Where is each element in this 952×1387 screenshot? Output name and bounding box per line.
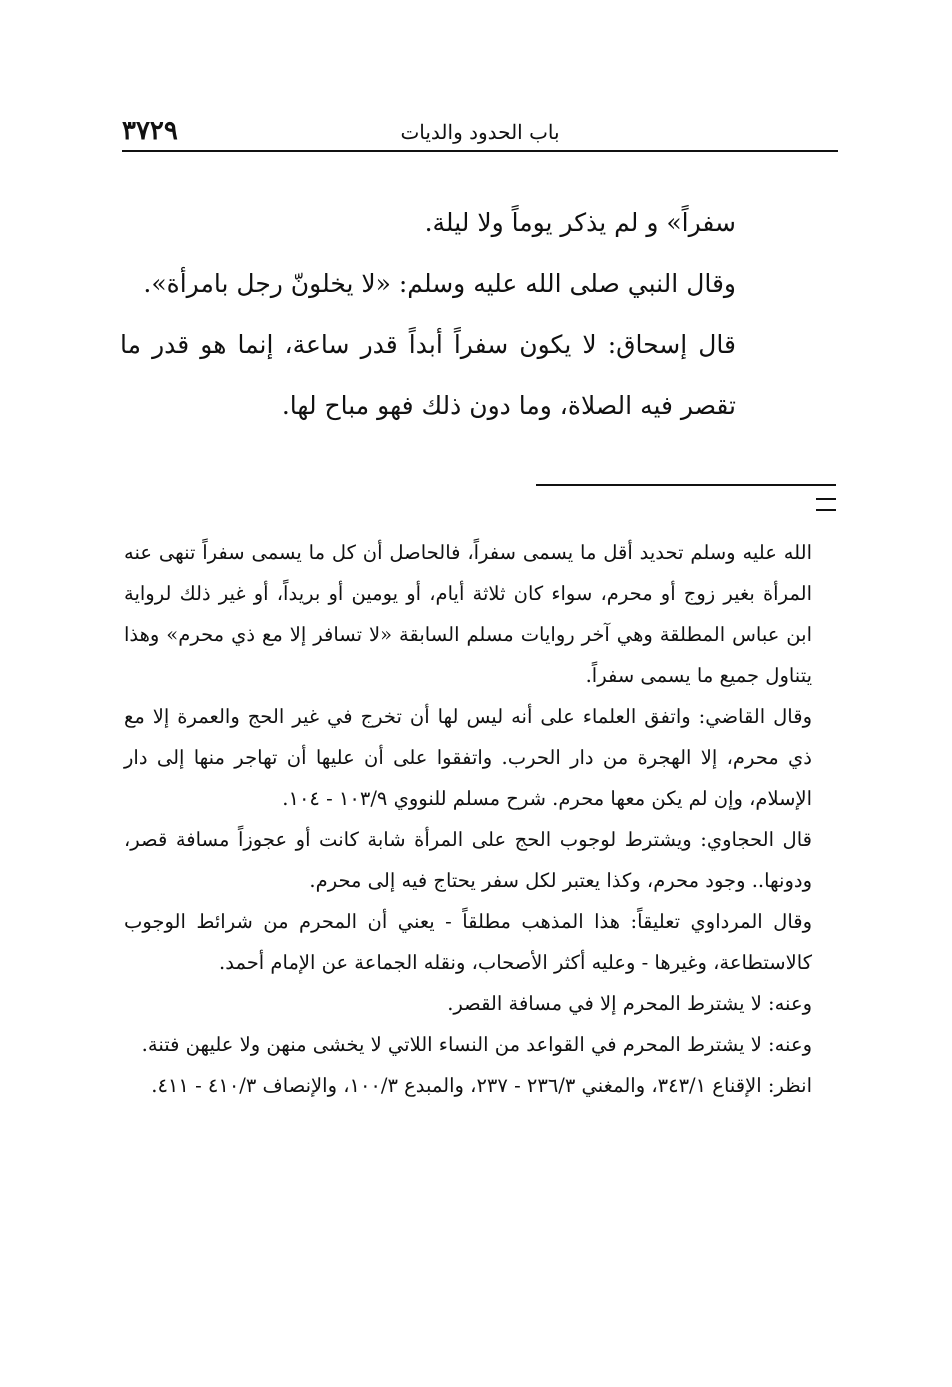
footnote-continuation-mark bbox=[816, 498, 836, 511]
footnote-separator bbox=[536, 484, 836, 486]
main-paragraph: سفراً» و لم يذكر يوماً ولا ليلة. bbox=[424, 208, 736, 237]
main-paragraph: قال إسحاق: لا يكون سفراً أبداً قدر ساعة، إنما هو قدر ما تقصر فيه الصلاة، وما دون ذلك فهو مباح لها. bbox=[120, 330, 736, 420]
page-number: ٣٧٢٩ bbox=[122, 116, 178, 146]
main-text bbox=[120, 192, 736, 436]
header-rule bbox=[122, 150, 838, 152]
footnote-paragraph: الله عليه وسلم تحديد أقل ما يسمى سفراً، فالحاصل أن كل ما يسمى سفراً تنهى عنه المرأة بغير زوج أو محرم، سواء كان ثلاثة أيام، أو يومين أو بريداً، أو غير ذلك لرواية ابن عباس المطلقة وهي آخر روايات مسلم السابقة «لا تسافر إلا مع ذي محرم» وهذا يتناول جميع ما يسمى سفراً. bbox=[124, 541, 812, 687]
running-title: باب الحدود والديات bbox=[400, 120, 560, 144]
footnote-paragraph: قال الحجاوي: ويشترط لوجوب الحج على المرأة شابة كانت أو عجوزاً مسافة قصر، ودونها.. وجود محرم، وكذا يعتبر لكل سفر يحتاج فيه إلى محرم. bbox=[124, 828, 812, 892]
main-paragraph: وقال النبي صلى الله عليه وسلم: «لا يخلونّ رجل بامرأة». bbox=[143, 269, 736, 298]
footnote-paragraph: وقال المرداوي تعليقاً: هذا المذهب مطلقاً - يعني أن المحرم من شرائط الوجوب كالاستطاعة، وغيرها - وعليه أكثر الأصحاب، ونقله الجماعة عن الإمام أحمد. bbox=[124, 910, 812, 974]
footnote-paragraph: وعنه: لا يشترط المحرم في القواعد من النساء اللاتي لا يخشى منهن ولا عليهن فتنة. bbox=[141, 1033, 812, 1056]
footnote-paragraph: وعنه: لا يشترط المحرم إلا في مسافة القصر. bbox=[447, 992, 812, 1015]
footnotes bbox=[124, 532, 812, 1106]
footnote-paragraph: وقال القاضي: واتفق العلماء على أنه ليس لها أن تخرج في غير الحج والعمرة إلا مع ذي محرم، إلا الهجرة من دار الحرب. واتفقوا على أن عليها أن تهاجر منها إلى دار الإسلام، وإن لم يكن معها محرم. شرح مسلم للنووي ١٠٣/٩ - ١٠٤. bbox=[124, 705, 812, 810]
page-header bbox=[122, 112, 838, 152]
footnote-paragraph: انظر: الإقناع ٣٤٣/١، والمغني ٢٣٦/٣ - ٢٣٧، والمبدع ١٠٠/٣، والإنصاف ٤١٠/٣ - ٤١١. bbox=[151, 1074, 812, 1097]
